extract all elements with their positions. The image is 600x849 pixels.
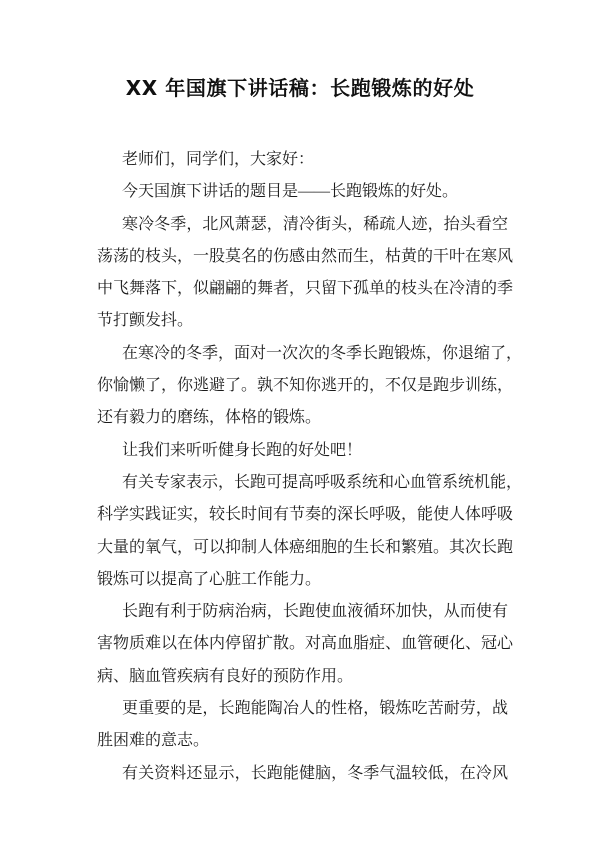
paragraph-line: 长跑有利于防病治病，长跑使血液循环加快，从而使有 [122, 603, 508, 621]
paragraph-intro-benefits [97, 435, 508, 467]
paragraph-line: 老师们，同学们，大家好： [122, 151, 315, 168]
paragraph-line: 有关专家表示，长跑可提高呼吸系统和心血管系统机能， [122, 473, 523, 491]
paragraph-respiratory [97, 467, 523, 596]
paragraph-line: 有关资料还显示，长跑能健脑，冬季气温较低，在冷风 [122, 764, 508, 782]
paragraph-line: 寒冷冬季，北风萧瑟，清冷街头，稀疏人迹，抬头看空 [122, 215, 508, 233]
paragraph-line: 还有毅力的磨练，体格的锻炼。 [97, 409, 322, 427]
paragraph-avoidance [97, 338, 523, 435]
paragraph-line: 科学实践证实，较长时间有节奏的深长呼吸，能使人体呼吸 [97, 506, 514, 524]
paragraph-line: 今天国旗下讲话的题目是——长跑锻炼的好处。 [122, 183, 459, 201]
paragraph-line: 锻炼可以提高了心脏工作能力。 [97, 570, 322, 588]
paragraph-topic [97, 176, 508, 208]
paragraph-line: 更重要的是，长跑能陶冶人的性格，锻炼吃苦耐劳，战 [122, 700, 508, 718]
paragraph-line: 害物质难以在体内停留扩散。对高血脂症、血管硬化、冠心 [97, 635, 514, 653]
paragraph-line: 大量的氧气，可以抑制人体癌细胞的生长和繁殖。其次长跑 [97, 538, 514, 556]
paragraph-line: 节打颤发抖。 [97, 312, 194, 330]
paragraph-brain [97, 758, 508, 790]
paragraph-greeting [97, 144, 508, 176]
paragraph-line: 在寒冷的冬季，面对一次次的冬季长跑锻炼，你退缩了， [122, 344, 523, 362]
paragraph-line: 让我们来听听健身长跑的好处吧！ [122, 441, 363, 459]
paragraph-line: 胜困难的意志。 [97, 732, 210, 750]
paragraph-line: 荡荡的枝头，一股莫名的伤感由然而生，枯黄的干叶在寒风 [97, 247, 514, 265]
document-title: XX 年国旗下讲话稿：长跑锻炼的好处 [125, 76, 475, 100]
paragraph-line: 你愉懒了，你逃避了。孰不知你逃开的，不仅是跑步训练， [97, 377, 514, 395]
paragraph-line: 病、脑血管疾病有良好的预防作用。 [97, 667, 354, 685]
document-body [97, 144, 523, 790]
paragraph-winter-scene [97, 209, 514, 338]
paragraph-disease-prevention [97, 596, 514, 693]
paragraph-character [97, 693, 508, 758]
paragraph-line: 中飞舞落下，似翩翩的舞者，只留下孤单的枝头在冷清的季 [97, 280, 514, 298]
